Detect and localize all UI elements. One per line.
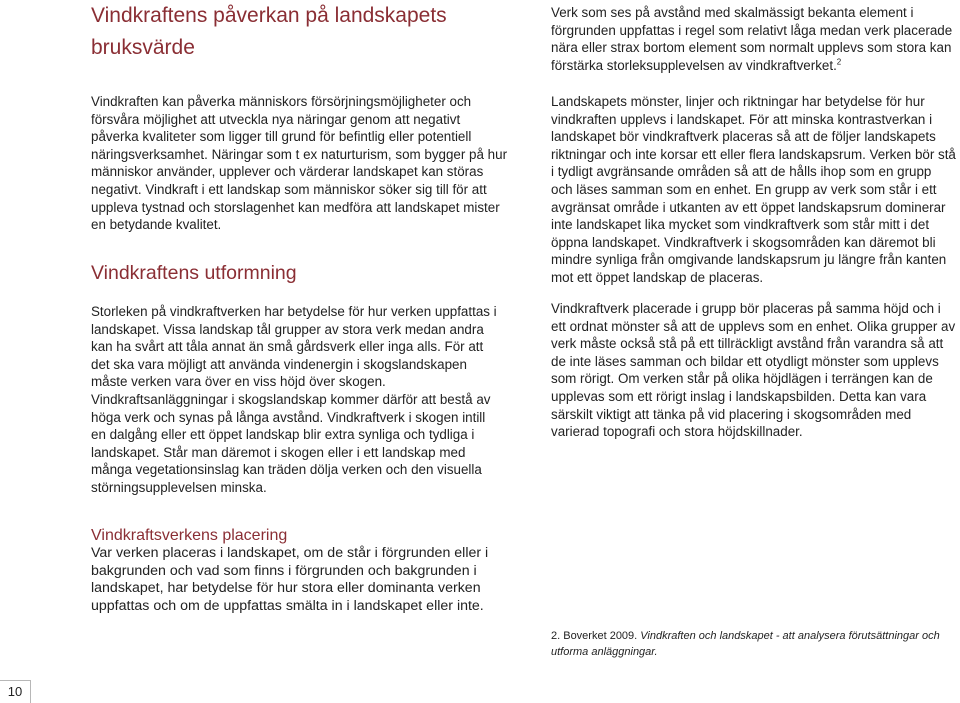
page-number: 10	[7, 684, 23, 699]
left-paragraph-2: Storleken på vindkraftverken har betydelse för hur verken uppfattas i landskapet. Vissa landskap tål grupper av stora verk medan andra kan ha svårt att tåla annat än små gårdsverk eller inga alls. För att det ska vara möjligt att använda vindenergin i skogslandskapen måste verken vara över en viss höjd över skogen. Vindkraftsanläggningar i skogslandskap kommer därför att bestå av höga verk och synas på långa avstånd. Vindkraftverk i skogen intill en dalgång eller ett öppet landskap blir extra synliga och tydliga i landskapet. Står man däremot i skogen eller i ett landskap med många vegetationsinslag kan träden dölja verken och den visuella störningsupplevelsen minska.	[91, 304, 497, 495]
right-paragraph-3: Vindkraftverk placerade i grupp bör placeras på samma höjd och i ett ordnat mönster så att de upplevs som en enhet. Olika grupper av verk måste också stå på ett tillräckligt avstånd från varandra så att de inte läses samman och bildar ett otydligt mönster som upplevs som rörigt. Om verken står på olika höjdlägen i terrängen kan de upplevas som ett rörigt inslag i landskapsbilden. Detta kan vara särskilt viktigt att tänka på vid placering i skogsområden med varierad topografi och stora höjdskillnader.	[551, 301, 956, 440]
footnote	[551, 628, 960, 660]
left-paragraph-3: Var verken placeras i landskapet, om de står i förgrunden eller i bakgrunden och vad som finns i förgrunden och bakgrunden i landskapet, har betydelse för hur stora eller dominanta verken uppfattas och om de uppfattas smälta in i landskapet eller inte.	[91, 545, 489, 614]
right-paragraph-1	[551, 4, 956, 74]
page-number-box	[0, 680, 31, 703]
right-paragraph-1-text: Verk som ses på avstånd med skalmässigt bekanta element i förgrunden uppfattas i regel som relativt låga medan verk placerade nära eller strax bortom element som normalt upplevs som stora kan förstärka storleksupplevelsen av vindkraftverket.	[551, 5, 953, 73]
heading-placering: Vindkraftsverkens placering	[91, 527, 288, 544]
footnote-title: Vindkraften och landskapet - att analysera förutsättningar och utforma anläggningar.	[551, 630, 940, 658]
left-paragraph-1: Vindkraften kan påverka människors försörjningsmöjligheter och försvåra möjlighet att utveckla nya näringar genom att negativt påverka kvaliteter som ligger till grund för befintlig eller potentiell näringsverksamhet. Näringar som t ex naturturism, som bygger på hur människor använder, upplever och värderar landskapet kan störas negativt. Vindkraft i ett landskap som människor söker sig till för att uppleva tystnad och storslagenhet kan medföra att landskapet mister en betydande kvalitet.	[91, 94, 508, 233]
footnote-prefix: 2. Boverket 2009.	[551, 630, 641, 642]
section-title	[91, 0, 531, 64]
footnote-reference: 2	[836, 57, 842, 67]
section-title-line1: Vindkraftens påverkan på landskapets	[91, 4, 447, 27]
right-paragraph-2: Landskapets mönster, linjer och riktningar har betydelse för hur vindkraften upplevs i landskapet. För att minska kontrastverkan i landskapet bör vindkraftverk placeras så att de följer landskapets riktningar och inte korsar ett eller flera landskapsrum. Verken bör stå i tydligt avgränsande områden så att de hålls ihop som en grupp och läses samman som en enhet. En grupp av verk som står i ett avgränsat område i utkanten av ett öppet landskapsrum dominerar inte landskapet lika mycket som vindkraftverk som står mitt i det öppna landskapet. Vindkraftverk i skogsområden kan däremot bli mindre synliga från omgivande landskapsrum ju längre från kanten mot ett öppet landskap de placeras.	[551, 94, 956, 285]
heading-utformning: Vindkraftens utformning	[91, 262, 297, 284]
section-title-line2: bruksvärde	[91, 36, 195, 59]
